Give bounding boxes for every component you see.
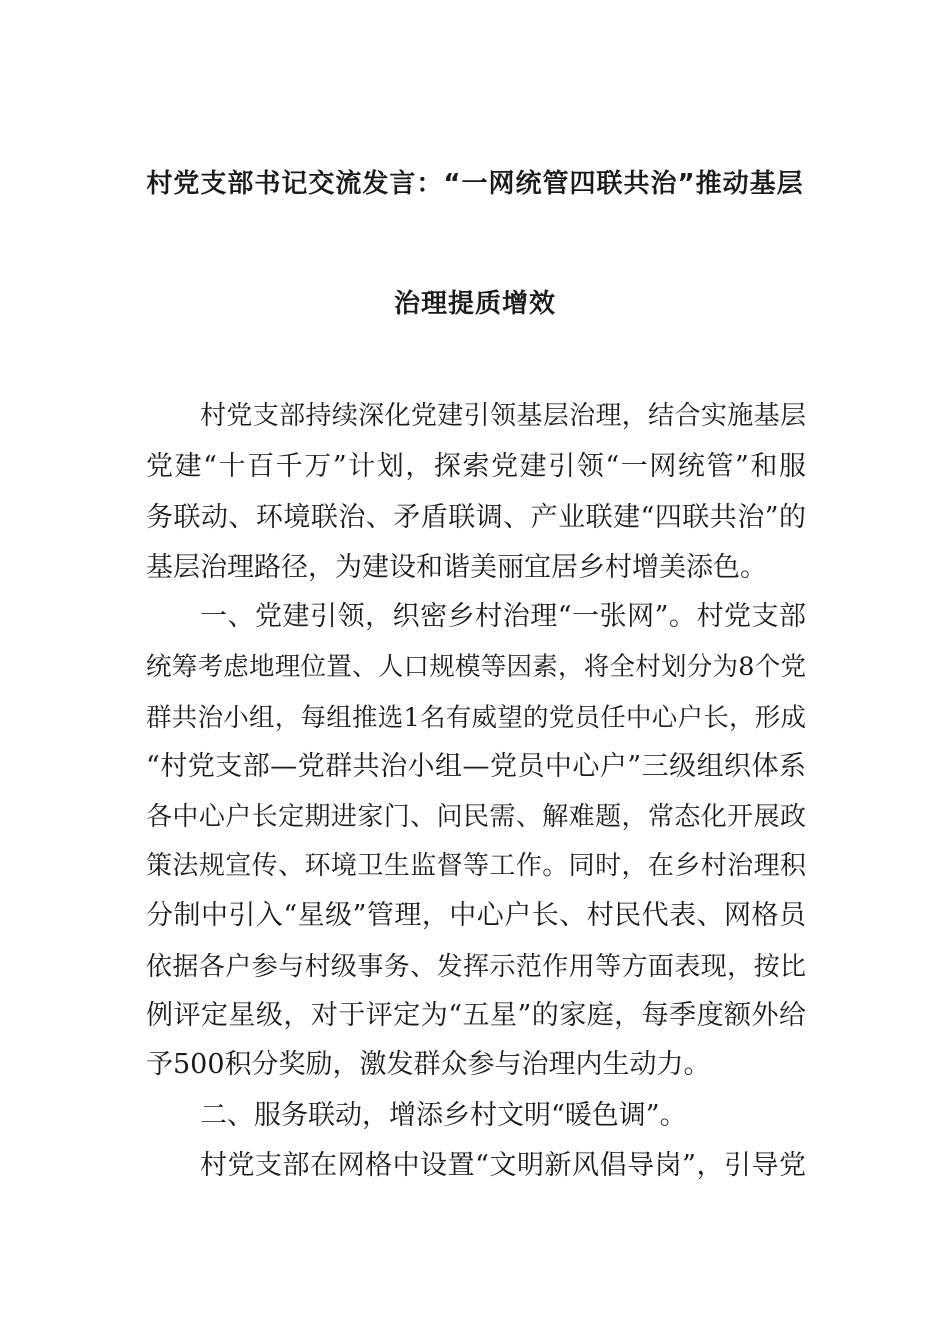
paragraph-line: 群共治小组，每组推选1名有威望的党员任中心户长，形成 xyxy=(146,703,806,733)
paragraph-line: 予500积分奖励，激发群众参与治理内生动力。 xyxy=(146,1049,711,1080)
paragraph-line: 分制中引入“星级”管理，中心户长、村民代表、网格员 xyxy=(146,900,806,931)
paragraph-line: 统筹考虑地理位置、人口规模等因素，将全村划分为8个党 xyxy=(146,652,806,682)
document-title-line-2: 治理提质增效 xyxy=(393,289,556,319)
paragraph-line: 例评定星级，对于评定为“五星”的家庭，每季度额外给 xyxy=(146,1000,806,1031)
section-heading-line: 二、服务联动，增添乡村文明“暖色调”。 xyxy=(200,1100,687,1131)
paragraph-line: 策法规宣传、环境卫生监督等工作。同时，在乡村治理积 xyxy=(146,851,806,881)
paragraph-line: 村党支部在网格中设置“文明新风倡导岗”，引导党 xyxy=(200,1150,806,1181)
paragraph-line: 务联动、环境联治、矛盾联调、产业联建“四联共治”的 xyxy=(146,502,806,533)
paragraph-line: “村党支部—党群共治小组—党员中心户”三级组织体系 xyxy=(146,751,806,782)
document-title-line-1: 村党支部书记交流发言：“一网统管四联共治”推动基层 xyxy=(146,169,804,199)
paragraph-line: 各中心户长定期进家门、问民需、解难题，常态化开展政 xyxy=(146,802,806,832)
paragraph-line: 一、党建引领，织密乡村治理“一张网”。村党支部 xyxy=(200,601,806,632)
paragraph-line: 村党支部持续深化党建引领基层治理，结合实施基层 xyxy=(200,401,806,431)
paragraph-line: 基层治理路径，为建设和谐美丽宜居乡村增美添色。 xyxy=(146,552,767,583)
paragraph-line: 依据各户参与村级事务、发挥示范作用等方面表现，按比 xyxy=(146,952,806,982)
paragraph-line: 党建“十百千万”计划，探索党建引领“一网统管”和服 xyxy=(146,451,806,482)
